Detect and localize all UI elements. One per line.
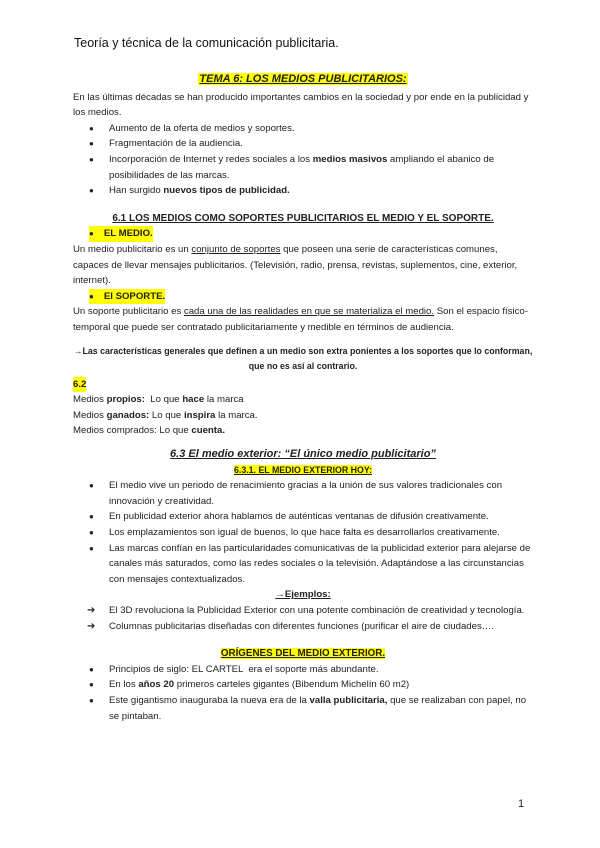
list-item: ● El medio vive un periodo de renacimiento gracias a la unión de sus valores tradicionales con innovación y creatividad. — [73, 478, 533, 509]
ejemplos-list — [73, 603, 533, 634]
origenes-list — [73, 662, 533, 724]
page-header: Teoría y técnica de la comunicación publicitaria. — [74, 36, 339, 50]
ejemplos-heading: →Ejemplos: — [275, 589, 331, 601]
main-title: TEMA 6: LOS MEDIOS PUBLICITARIOS: — [199, 73, 407, 85]
list-item: ● Principios de siglo: EL CARTEL era el soporte más abundante. — [73, 662, 533, 678]
medio-definition: Un medio publicitario es un conjunto de soportes que poseen una serie de características comunes, capaces de llevar mensajes publicitarios. (Televisión, radio, prensa, revistas, suplementos, cine, exterior, internet). — [73, 243, 518, 287]
list-item: ● Este gigantismo inauguraba la nueva era de la valla publicitaria, que se realizaban con papel, no se pintaban. — [73, 693, 533, 724]
list-item: ● Fragmentación de la audiencia. — [73, 136, 533, 152]
section-6-2-label: 6.2 — [73, 377, 86, 393]
note-paragraph: →Las características generales que definen a un medio son extra ponientes a los soportes que lo conforman, que no es así al contrario. — [73, 345, 533, 372]
list-item: ● Las marcas confían en las particularidades comunicativas de la publicidad exterior para alejarse de canales más saturados, como las redes sociales o la televisión. Adaptándose a las circunstancias con mensajes contextualizados. — [73, 541, 533, 588]
list-item: ● En publicidad exterior ahora hablamos de auténticas ventanas de difusión creativamente. — [73, 509, 533, 525]
title-block — [73, 72, 533, 88]
intro-paragraph: En las últimas décadas se han producido importantes cambios en la sociedad y por ende en la publicidad y los medios. — [73, 91, 529, 119]
section-6-3-1-title: 6.3.1. EL MEDIO EXTERIOR HOY: — [233, 464, 372, 475]
list-item: ● En los años 20 primeros carteles gigantes (Bibendum Michelín 60 m2) — [73, 677, 533, 693]
list-item: ● Han surgido nuevos tipos de publicidad. — [73, 183, 533, 199]
exterior-hoy-list — [73, 478, 533, 587]
soporte-label: ● El SOPORTE. — [89, 289, 165, 305]
list-item: ➔ Columnas publicitarias diseñadas con diferentes funciones (purificar el aire de ciudades…. — [73, 619, 533, 635]
section-6-1-title: 6.1 LOS MEDIOS COMO SOPORTES PUBLICITARIOS EL MEDIO Y EL SOPORTE. — [112, 212, 494, 224]
medio-label: ● EL MEDIO. — [89, 226, 153, 242]
medio-label-row — [73, 226, 533, 242]
list-item: ● Aumento de la oferta de medios y soportes. — [73, 121, 533, 137]
list-item: ➔ El 3D revoluciona la Publicidad Exterior con una potente combinación de creatividad y tecnología. — [73, 603, 533, 619]
list-item: ● Los emplazamientos son igual de buenos, lo que hace falta es desarrollarlos creativamente. — [73, 525, 533, 541]
intro-bullet-list — [73, 121, 533, 199]
medios-ganados-line: Medios ganados: Lo que inspira la marca. — [73, 409, 258, 421]
soporte-definition: Un soporte publicitario es cada una de las realidades en que se materializa el medio. Son el espacio físico-temporal que puede ser contratado publicitariamente y medible en términos de audiencia. — [73, 306, 528, 333]
medios-comprados-line: Medios comprados: Lo que cuenta. — [73, 425, 225, 437]
document-body — [73, 72, 533, 724]
soporte-label-row — [73, 289, 533, 305]
list-item: ● Incorporación de Internet y redes sociales a los medios masivos ampliando el abanico de posibilidades de las marcas. — [73, 152, 533, 183]
page-number: 1 — [518, 798, 525, 810]
medios-propios-line: Medios propios: Lo que hace la marca — [73, 394, 244, 406]
section-6-3-title: 6.3 El medio exterior: “El único medio publicitario” — [170, 448, 436, 461]
origenes-title: ORÍGENES DEL MEDIO EXTERIOR. — [220, 648, 386, 660]
